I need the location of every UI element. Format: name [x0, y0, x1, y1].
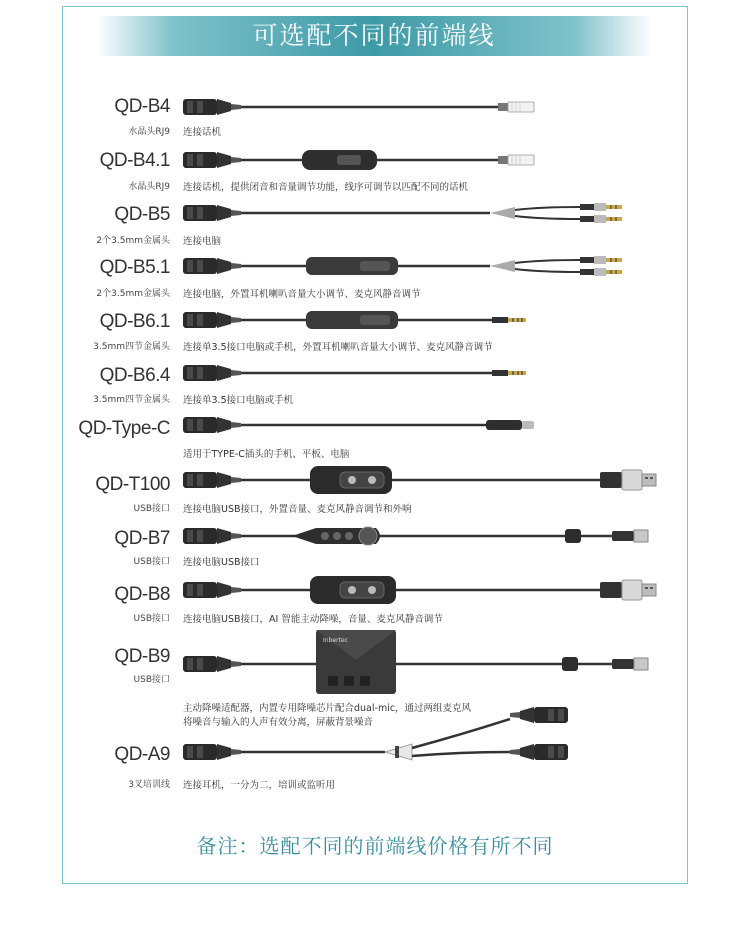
desc-qd-b5: 连接电脑	[183, 236, 222, 247]
model-qd-b4: QD-B4	[114, 96, 170, 117]
model-qd-b9: QD-B9	[114, 646, 170, 667]
cable-qd-t100	[183, 466, 656, 494]
sub-qd-a9: 3叉培训线	[128, 780, 170, 790]
sub-qd-b7: USB接口	[133, 557, 170, 567]
model-qd-b7: QD-B7	[114, 528, 170, 549]
sub-qd-b5-1: 2个3.5mm金属头	[96, 289, 170, 299]
desc-qd-b8: 连接电脑USB接口，AI 智能主动降噪，音量、麦克风静音调节	[183, 614, 443, 625]
footer-note: 备注：选配不同的前端线价格有所不同	[196, 834, 554, 858]
cable-qd-b4-1	[183, 150, 534, 170]
model-qd-b5: QD-B5	[114, 204, 170, 225]
sub-qd-b5: 2个3.5mm金属头	[96, 236, 170, 246]
desc-qd-type-c: 适用于TYPE-C插头的手机、平板、电脑	[183, 449, 350, 460]
desc-qd-t100: 连接电脑USB接口，外置音量、麦克风静音调节和外响	[183, 504, 412, 515]
cable-qd-type-c	[183, 417, 534, 433]
cable-qd-b9	[183, 630, 648, 694]
sub-qd-b4: 水晶头RJ9	[128, 127, 170, 137]
cable-qd-b4	[183, 99, 534, 115]
model-qd-b6-4: QD-B6.4	[99, 365, 170, 386]
cable-qd-b6-4	[183, 365, 526, 381]
model-qd-b4-1: QD-B4.1	[99, 150, 170, 171]
model-qd-b6-1: QD-B6.1	[99, 311, 170, 332]
model-qd-b5-1: QD-B5.1	[99, 257, 170, 278]
cable-qd-b8	[183, 576, 656, 604]
cable-qd-b7	[183, 527, 648, 545]
desc-qd-b6-4: 连接单3.5接口电脑或手机	[183, 395, 294, 406]
sub-qd-t100: USB接口	[133, 504, 170, 514]
model-qd-t100: QD-T100	[95, 474, 170, 495]
model-qd-b8: QD-B8	[114, 584, 170, 605]
desc-qd-b5-1: 连接电脑，外置耳机喇叭音量大小调节、麦克风静音调节	[183, 289, 421, 300]
model-qd-a9: QD-A9	[114, 744, 170, 765]
sub-qd-b4-1: 水晶头RJ9	[128, 182, 170, 192]
desc-qd-b9-line2: 将噪音与输入的人声有效分离，屏蔽背景噪音	[183, 717, 374, 728]
sub-qd-b6-1: 3.5mm四节金属头	[93, 342, 170, 352]
sub-qd-b8: USB接口	[133, 614, 170, 624]
desc-qd-b4: 连接话机	[183, 127, 222, 138]
desc-qd-b7: 连接电脑USB接口	[183, 557, 260, 568]
sub-qd-b6-4: 3.5mm四节金属头	[93, 395, 170, 405]
cable-qd-b5-1	[183, 256, 622, 276]
cable-qd-b6-1	[183, 311, 526, 329]
model-qd-type-c: QD-Type-C	[78, 418, 170, 439]
sub-qd-b9: USB接口	[133, 675, 170, 685]
desc-qd-b6-1: 连接单3.5接口电脑或手机，外置耳机喇叭音量大小调节、麦克风静音调节	[183, 342, 493, 353]
desc-qd-b4-1: 连接话机，提供闭音和音量调节功能，线序可调节以匹配不同的话机	[183, 182, 469, 193]
b9-box-label: Inbertec	[323, 637, 348, 644]
desc-qd-a9: 连接耳机，一分为二，培训或监听用	[183, 780, 336, 791]
desc-qd-b9: 主动降噪适配器，内置专用降噪芯片配合dual-mic，通过两组麦克风	[183, 703, 472, 714]
cable-qd-b5	[183, 203, 622, 223]
page-title: 可选配不同的前端线	[252, 21, 496, 50]
